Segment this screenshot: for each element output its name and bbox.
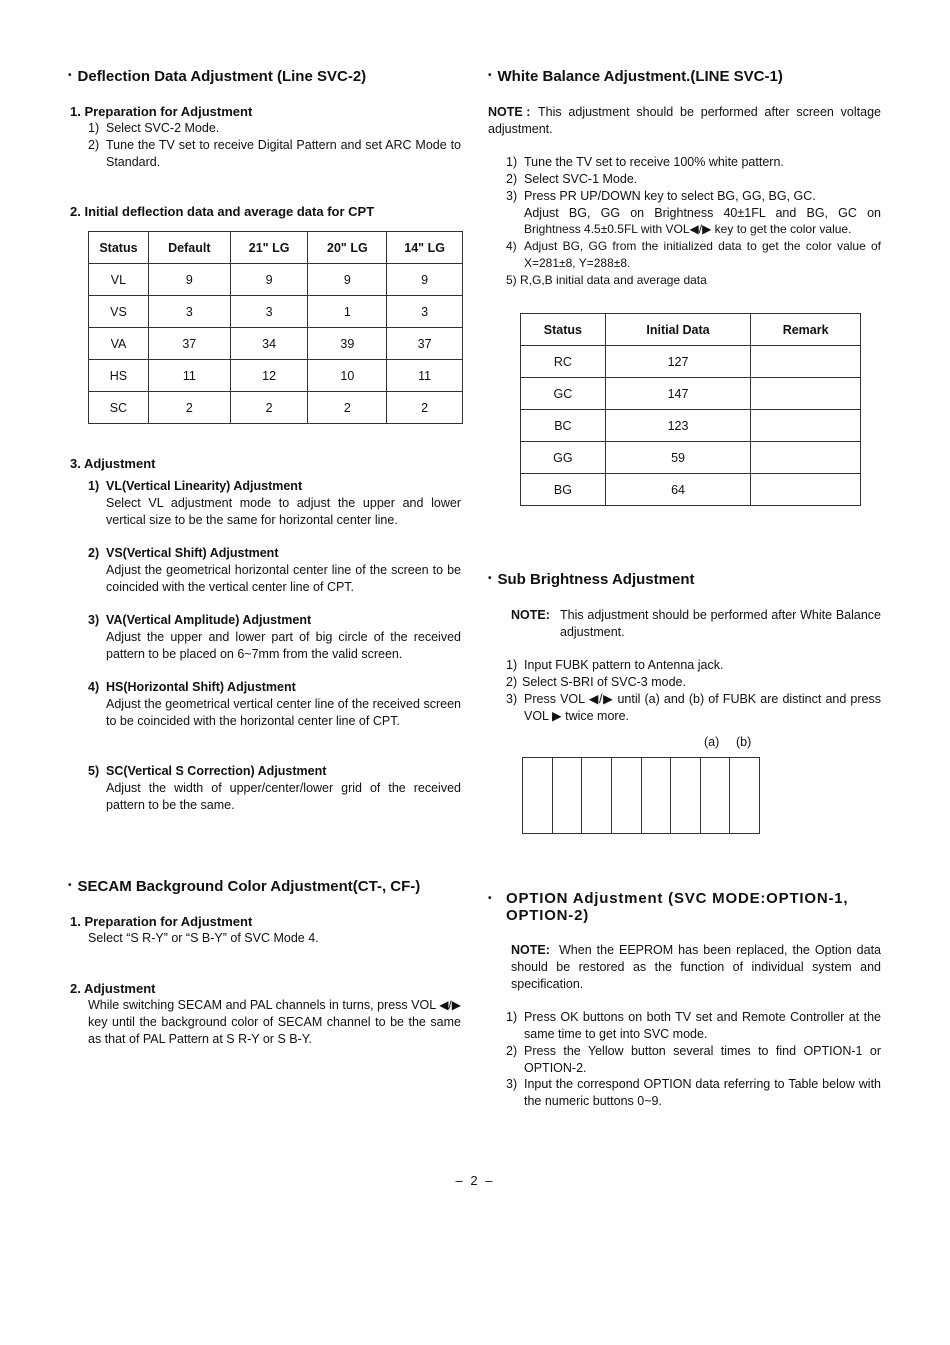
deflection-adjustment-heading: 3. Adjustment	[70, 456, 156, 471]
table-cell	[751, 346, 861, 378]
fubk-bar	[523, 758, 553, 833]
table-row	[521, 346, 861, 378]
table-header: 21" LG	[230, 232, 308, 264]
table-cell: 3	[387, 296, 463, 328]
list-item: 2) Tune the TV set to receive Digital Pattern and set ARC Mode to Standard.	[88, 138, 461, 169]
table-row	[521, 474, 861, 506]
list-item: 1) Press OK buttons on both TV set and Remote Controller at the same time to get into SVC mode.	[506, 1010, 881, 1041]
adjustment-item-sc: 5) SC(Vertical S Correction) Adjustment Adjust the width of upper/center/lower grid of the received pattern to be the same.	[88, 764, 461, 812]
table-cell: 2	[387, 392, 463, 424]
table-header: Status	[89, 232, 149, 264]
adjustment-item-vl: 1) VL(Vertical Linearity) Adjustment Select VL adjustment mode to adjust the upper and lower vertical size to be the same for horizontal center line.	[88, 479, 461, 527]
table-cell: 9	[148, 264, 230, 296]
table-header: 20" LG	[308, 232, 387, 264]
table-cell: 59	[605, 442, 750, 474]
table-cell	[751, 378, 861, 410]
table-cell: 127	[605, 346, 750, 378]
table-cell: 147	[605, 378, 750, 410]
table-header-row	[89, 232, 463, 264]
table-header: Default	[148, 232, 230, 264]
fubk-bar	[701, 758, 731, 833]
table-cell: RC	[521, 346, 606, 378]
fubk-bar	[642, 758, 672, 833]
table-row	[521, 410, 861, 442]
table-row	[89, 392, 463, 424]
white-balance-section-title: • White Balance Adjustment.(LINE SVC-1)	[488, 68, 783, 85]
list-item: 5) R,G,B initial data and average data	[506, 273, 707, 287]
table-cell: 1	[308, 296, 387, 328]
adjustment-item-vs: 2) VS(Vertical Shift) Adjustment Adjust the geometrical horizontal center line of the screen to be coincided with the vertical center line of CPT.	[88, 546, 461, 594]
deflection-prep-heading: 1. Preparation for Adjustment	[70, 104, 253, 119]
table-cell	[751, 442, 861, 474]
table-row	[89, 296, 463, 328]
table-cell: 3	[148, 296, 230, 328]
secam-prep-text: Select “S R-Y” or “S B-Y” of SVC Mode 4.	[88, 931, 319, 945]
table-cell: 9	[230, 264, 308, 296]
table-cell: 64	[605, 474, 750, 506]
table-cell: 34	[230, 328, 308, 360]
secam-section-title: • SECAM Background Color Adjustment(CT-, CF-)	[68, 878, 421, 895]
table-cell: 3	[230, 296, 308, 328]
option-note: NOTE: When the EEPROM has been replaced, the Option data should be restored as the function of individual system and specification.	[511, 943, 881, 991]
table-cell: 123	[605, 410, 750, 442]
table-row	[521, 442, 861, 474]
table-cell: 10	[308, 360, 387, 392]
table-cell: 39	[308, 328, 387, 360]
table-cell: 9	[308, 264, 387, 296]
adjustment-item-va: 3) VA(Vertical Amplitude) Adjustment Adjust the upper and lower part of big circle of the received pattern to be placed on 6~7mm from the valid screen.	[88, 613, 461, 661]
list-item: 1) Input FUBK pattern to Antenna jack.	[506, 658, 724, 672]
list-item: 1) Tune the TV set to receive 100% white pattern.	[506, 155, 784, 169]
list-item: 2) Press the Yellow button several times to find OPTION-1 or OPTION-2.	[506, 1044, 881, 1075]
table-cell: BG	[521, 474, 606, 506]
fubk-pattern-diagram	[522, 757, 760, 834]
fubk-bar	[671, 758, 701, 833]
white-balance-note: NOTE : This adjustment should be performed after screen voltage adjustment.	[488, 105, 881, 136]
list-item: 4) Adjust BG, GG from the initialized data to get the color value of X=281±8, Y=288±8.	[506, 239, 881, 270]
fubk-bar	[730, 758, 759, 833]
table-header: Initial Data	[605, 314, 750, 346]
fubk-label-b: (b)	[736, 735, 752, 749]
sub-brightness-section-title: • Sub Brightness Adjustment	[488, 571, 695, 588]
table-cell	[751, 474, 861, 506]
table-cell: SC	[89, 392, 149, 424]
table-cell: VL	[89, 264, 149, 296]
table-cell: 9	[387, 264, 463, 296]
table-cell: 11	[148, 360, 230, 392]
page-number: – 2 –	[455, 1173, 495, 1188]
list-item: 3) Press PR UP/DOWN key to select BG, GG, BG, GC.	[506, 189, 816, 203]
table-cell: VS	[89, 296, 149, 328]
table-row	[521, 378, 861, 410]
table-cell: BC	[521, 410, 606, 442]
table-cell: 37	[148, 328, 230, 360]
secam-adjustment-heading: 2. Adjustment	[70, 981, 156, 996]
list-item: 2) Select S-BRI of SVC-3 mode.	[506, 675, 686, 689]
adjustment-item-hs: 4) HS(Horizontal Shift) Adjustment Adjust the geometrical vertical center line of the received screen to be coincided with the horizontal center line of CPT.	[88, 680, 461, 728]
table-cell: 2	[148, 392, 230, 424]
option-section-title: • OPTION Adjustment (SVC MODE:OPTION-1, OPTION-2)	[488, 890, 849, 924]
list-item: Brightness 4.5±0.5FL with VOL◀/▶ key to get the color value.	[524, 222, 852, 236]
table-cell: 2	[308, 392, 387, 424]
table-row	[89, 360, 463, 392]
list-item: 3) Press VOL ◀/▶ until (a) and (b) of FUBK are distinct and press VOL ▶ twice more.	[506, 692, 881, 723]
table-cell: GG	[521, 442, 606, 474]
table-row	[89, 264, 463, 296]
table-cell: 11	[387, 360, 463, 392]
table-header: Remark	[751, 314, 861, 346]
secam-prep-heading: 1. Preparation for Adjustment	[70, 914, 253, 929]
deflection-init-heading: 2. Initial deflection data and average data for CPT	[70, 204, 375, 219]
table-header-row	[521, 314, 861, 346]
fubk-bar	[612, 758, 642, 833]
secam-adjustment-text: While switching SECAM and PAL channels in turns, press VOL ◀/▶ key until the background color of SECAM channel to be the same as that of PAL Pattern at S R-Y or S B-Y.	[88, 998, 461, 1046]
table-cell: VA	[89, 328, 149, 360]
fubk-bar	[582, 758, 612, 833]
table-row	[89, 328, 463, 360]
table-header: 14" LG	[387, 232, 463, 264]
list-item: 3) Input the correspond OPTION data referring to Table below with the numeric buttons 0~9.	[506, 1077, 881, 1108]
list-item: 1) Select SVC-2 Mode.	[88, 121, 220, 135]
deflection-table	[88, 231, 463, 424]
fubk-bar	[553, 758, 583, 833]
table-cell: 2	[230, 392, 308, 424]
deflection-section-title: • Deflection Data Adjustment (Line SVC-2)	[68, 68, 367, 85]
white-balance-table	[520, 313, 861, 506]
list-item: 2) Select SVC-1 Mode.	[506, 172, 638, 186]
fubk-label-a: (a)	[704, 735, 720, 749]
table-cell: 12	[230, 360, 308, 392]
table-cell	[751, 410, 861, 442]
sub-brightness-note: NOTE: This adjustment should be performed after White Balance adjustment.	[511, 608, 881, 639]
table-cell: 37	[387, 328, 463, 360]
list-item: Adjust BG, GG on Brightness 40±1FL and BG, GC on	[524, 206, 881, 220]
table-header: Status	[521, 314, 606, 346]
table-cell: GC	[521, 378, 606, 410]
table-cell: HS	[89, 360, 149, 392]
